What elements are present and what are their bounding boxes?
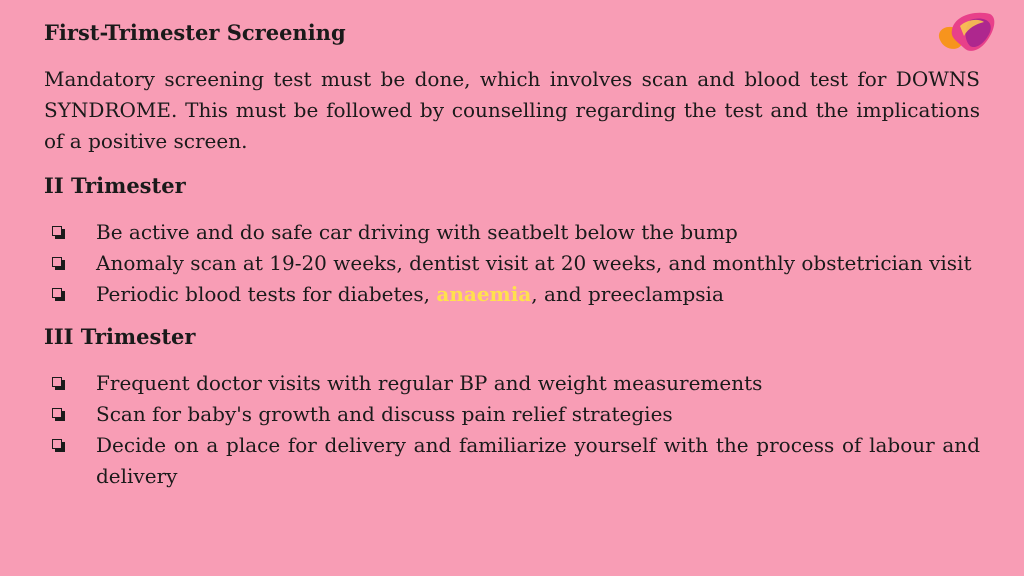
second-trimester-heading: II Trimester [44,173,186,198]
list-item: Anomaly scan at 19-20 weeks, dentist visit at 20 weeks, and monthly obstetrician visit [44,248,980,279]
list-item: Be active and do safe car driving with seatbelt below the bump [44,217,980,248]
checkbox-bullet-icon [52,226,62,236]
list-item: Decide on a place for delivery and familiarize yourself with the process of labour and delivery [44,430,980,492]
screening-paragraph: Mandatory screening test must be done, which involves scan and blood test for DOWNS SYNDROME. This must be followed by counselling regarding the test and the implications of a positive screen. [44,67,980,153]
list-item: Scan for baby's growth and discuss pain relief strategies [44,399,980,430]
second-trimester-list [44,217,980,310]
list-item: Periodic blood tests for diabetes, anaemia, and preeclampsia [44,279,980,310]
checkbox-bullet-icon [52,257,62,267]
checkbox-bullet-icon [52,408,62,418]
first-trimester-heading: First-Trimester Screening [44,20,346,45]
list-item: Frequent doctor visits with regular BP and weight measurements [44,368,980,399]
checkbox-bullet-icon [52,288,62,298]
checkbox-bullet-icon [52,377,62,387]
third-trimester-list [44,368,980,492]
checkbox-bullet-icon [52,439,62,449]
slide-content [44,18,980,492]
highlighted-term: anaemia [436,282,532,306]
third-trimester-heading: III Trimester [44,324,196,349]
